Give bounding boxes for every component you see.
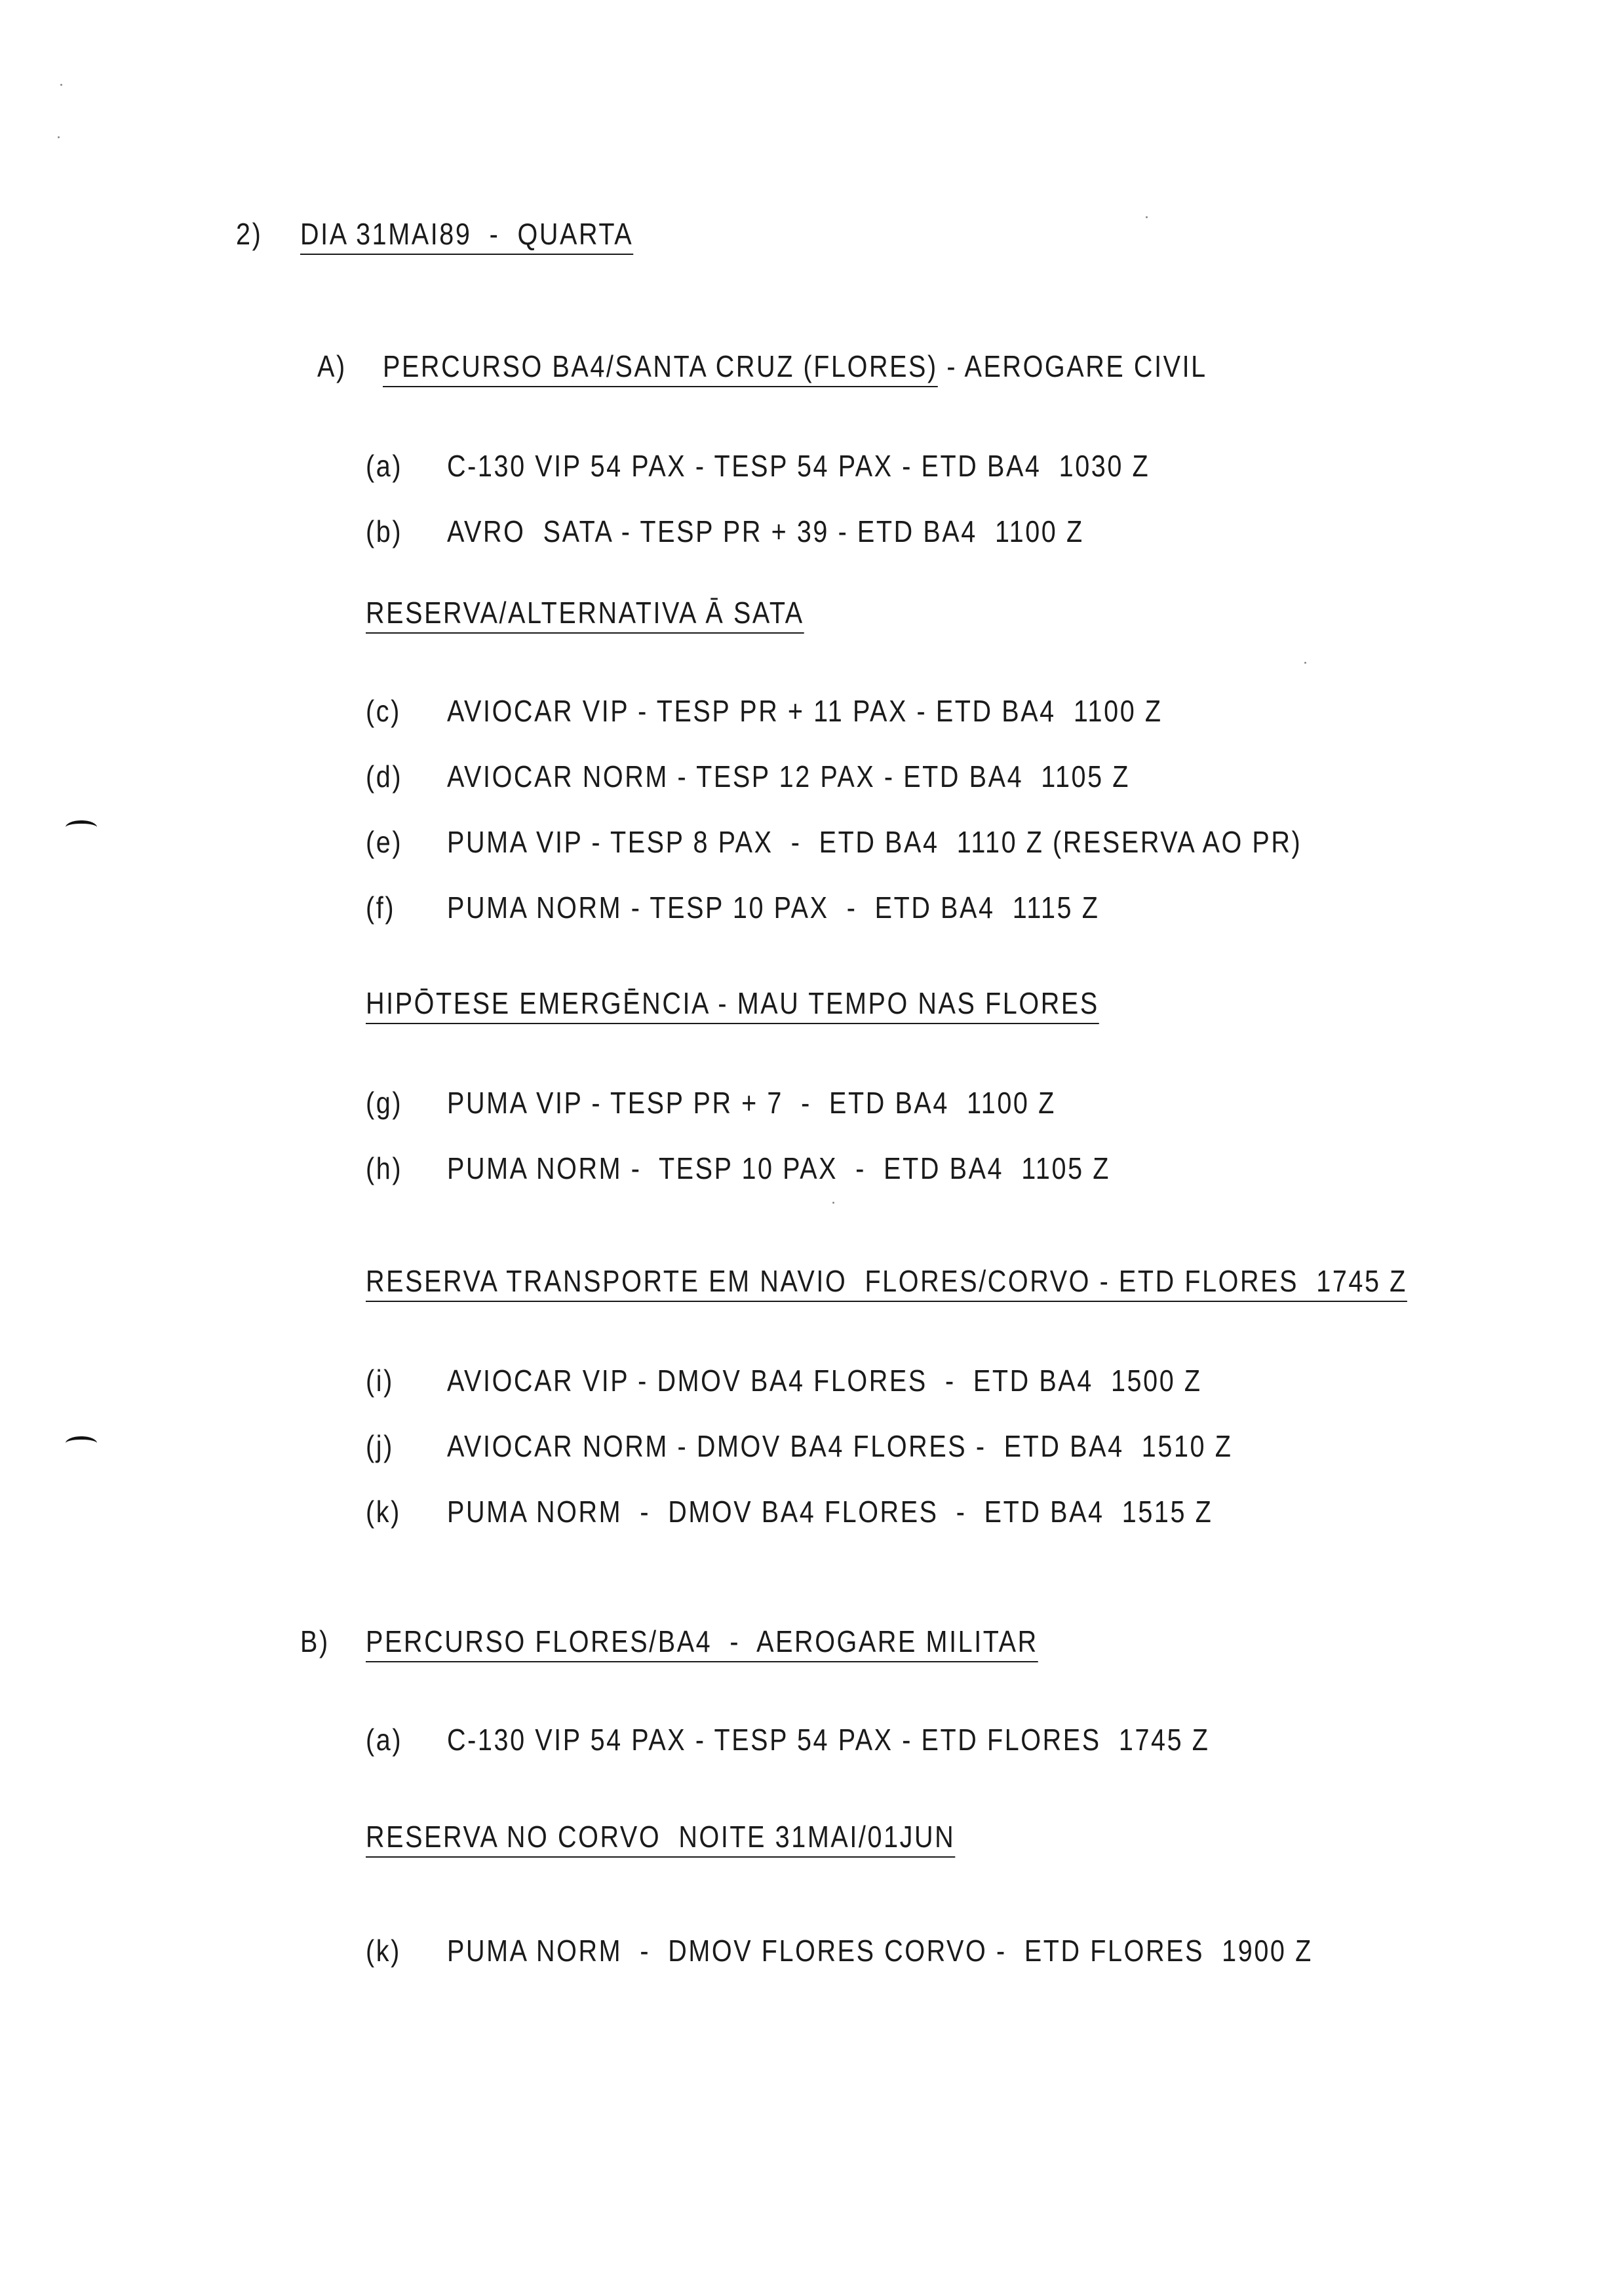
item-text: AVIOCAR VIP - TESP PR + 11 PAX - ETD BA4 1100 Z <box>447 694 1163 728</box>
item-id: (f) <box>366 890 396 925</box>
item-text: AVIOCAR NORM - DMOV BA4 FLORES - ETD BA4 1510 Z <box>447 1429 1233 1463</box>
item-text: PUMA VIP - TESP PR + 7 - ETD BA4 1100 Z <box>447 1086 1056 1120</box>
dust-speck <box>58 136 60 138</box>
item-text: C-130 VIP 54 PAX - TESP 54 PAX - ETD FLORES 1745 Z <box>447 1723 1210 1757</box>
dust-speck <box>1146 216 1148 218</box>
corvo-reserve-title: RESERVA NO CORVO NOITE 31MAI/01JUN <box>366 1820 956 1854</box>
item-id: (c) <box>366 694 401 728</box>
section-a-title: PERCURSO BA4/SANTA CRUZ (FLORES) <box>383 349 938 383</box>
dust-speck <box>60 84 62 86</box>
section-b-title: PERCURSO FLORES/BA4 - AEROGARE MILITAR <box>366 1624 1038 1658</box>
section-a-heading <box>383 351 1207 381</box>
item-text: PUMA NORM - DMOV FLORES CORVO - ETD FLORES 1900 Z <box>447 1934 1313 1968</box>
item-text: AVIOCAR NORM - TESP 12 PAX - ETD BA4 1105 Z <box>447 759 1131 794</box>
item-id: (a) <box>366 449 403 483</box>
heading-title: DIA 31MAI89 - QUARTA <box>300 217 634 251</box>
dust-speck <box>1304 662 1306 664</box>
item-id: (j) <box>366 1429 394 1463</box>
section-a-label: A) <box>317 349 347 383</box>
emergency-title: HIPŌTESE EMERGĒNCIA - MAU TEMPO NAS FLORES <box>366 986 1099 1020</box>
item-text: AVRO SATA - TESP PR + 39 - ETD BA4 1100 Z <box>447 514 1084 548</box>
item-id: (d) <box>366 759 403 794</box>
item-id: (g) <box>366 1086 403 1120</box>
ship-reserve-title: RESERVA TRANSPORTE EM NAVIO FLORES/CORVO - ETD FLORES 1745 Z <box>366 1264 1407 1298</box>
item-text: C-130 VIP 54 PAX - TESP 54 PAX - ETD BA4 1030 Z <box>447 449 1150 483</box>
binder-hole-mark <box>66 1436 97 1450</box>
heading-number: 2) <box>236 217 263 251</box>
item-text: PUMA NORM - DMOV BA4 FLORES - ETD BA4 1515 Z <box>447 1495 1213 1529</box>
item-text: AVIOCAR VIP - DMOV BA4 FLORES - ETD BA4 1500 Z <box>447 1364 1202 1398</box>
section-b-label: B) <box>300 1624 330 1658</box>
item-id: (k) <box>366 1934 401 1968</box>
reserve-title: RESERVA/ALTERNATIVA Ā SATA <box>366 596 804 630</box>
item-text: PUMA VIP - TESP 8 PAX - ETD BA4 1110 Z (RESERVA AO PR) <box>447 825 1302 859</box>
item-id: (k) <box>366 1495 401 1529</box>
item-id: (i) <box>366 1364 394 1398</box>
item-text: PUMA NORM - TESP 10 PAX - ETD BA4 1115 Z <box>447 890 1100 925</box>
item-text: PUMA NORM - TESP 10 PAX - ETD BA4 1105 Z <box>447 1151 1110 1185</box>
item-id: (h) <box>366 1151 403 1185</box>
item-id: (e) <box>366 825 403 859</box>
dust-speck <box>832 1202 834 1204</box>
section-a-title-suffix: - AEROGARE CIVIL <box>937 349 1207 383</box>
item-id: (a) <box>366 1723 403 1757</box>
item-id: (b) <box>366 514 403 548</box>
binder-hole-mark <box>66 820 97 834</box>
